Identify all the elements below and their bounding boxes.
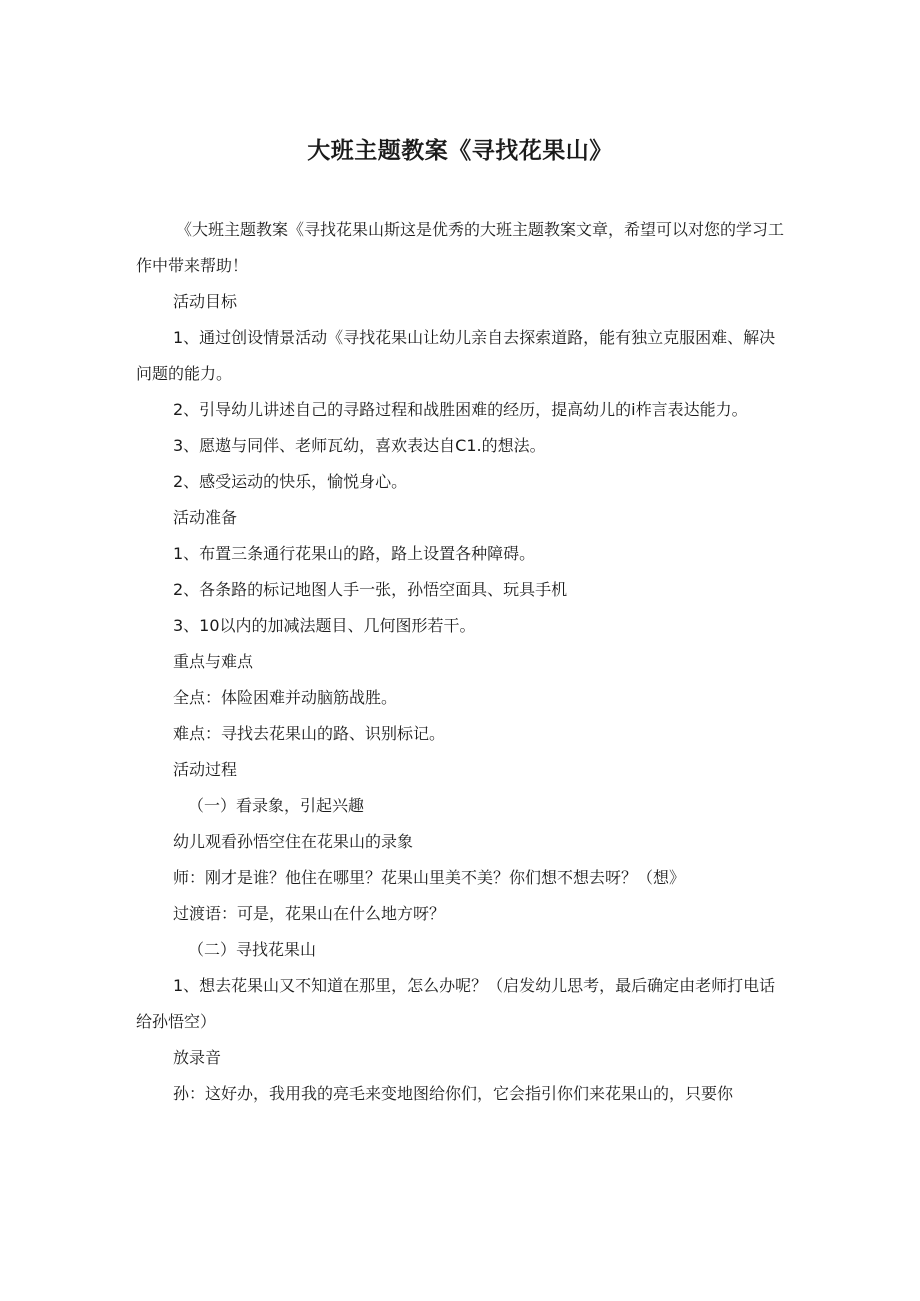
preparation-item-1: 1、布置三条通行花果山的路，路上设置各种障碍。: [173, 544, 536, 563]
document-body: [136, 212, 784, 1112]
section-heading-preparation: 活动准备: [173, 508, 238, 527]
goal-item-3: 3、愿遨与同伴、老师瓦幼，喜欢表达自C1.的想法。: [173, 436, 546, 455]
section-heading-process: 活动过程: [173, 760, 238, 779]
document-title: 大班主题教案《寻找花果山》: [307, 138, 613, 164]
preparation-item-2: 2、各条路的标记地图人手一张，孙悟空面具、玩具手机: [173, 580, 568, 599]
goal-item-1: 1、通过创设情景活动《寻找花果山让幼儿亲自去探索道路，能有独立克服困难、解决问题的能力。: [136, 328, 776, 383]
section-heading-goals: 活动目标: [173, 292, 238, 311]
difficult-point: 难点：寻找去花果山的路、识别标记。: [173, 724, 446, 743]
intro-paragraph: 《大班主题教案《寻找花果山斯这是优秀的大班主题教案文章，希望可以对您的学习工作中带来帮助！: [136, 220, 785, 275]
play-recording-text: 放录音: [173, 1048, 222, 1067]
goal-item-2: 2、引导幼儿讲述自己的寻路过程和战胜困难的经历，提高幼儿的i柞言表达能力。: [173, 400, 748, 419]
goal-item-4: 2、感受运动的快乐，愉悦身心。: [173, 472, 408, 491]
monkey-dialogue: 孙：这好办，我用我的亮毛来变地图给你们，它会指引你们来花果山的，只要你: [173, 1084, 734, 1103]
preparation-item-3: 3、10以内的加减法题目、几何图形若干。: [173, 616, 476, 635]
transition-text: 过渡语：可是，花果山在什么地方呀？: [173, 904, 446, 923]
process-step-2-item-1: 1、想去花果山又不知道在那里，怎么办呢？（启发幼儿思考，最后确定由老师打电话给孙悟空）: [136, 976, 776, 1031]
key-point: 全点：体险困难并动脑筋战胜。: [173, 688, 398, 707]
process-text: 幼儿观看孙悟空住在花果山的录象: [173, 832, 414, 851]
process-step-1-heading: （一）看录象，引起兴趣: [188, 796, 365, 815]
process-step-2-heading: （二）寻找花果山: [188, 940, 317, 959]
section-heading-key-points: 重点与难点: [173, 652, 254, 671]
teacher-dialogue: 师：刚才是谁？他住在哪里？花果山里美不美？你们想不想去呀？（想》: [173, 868, 686, 887]
